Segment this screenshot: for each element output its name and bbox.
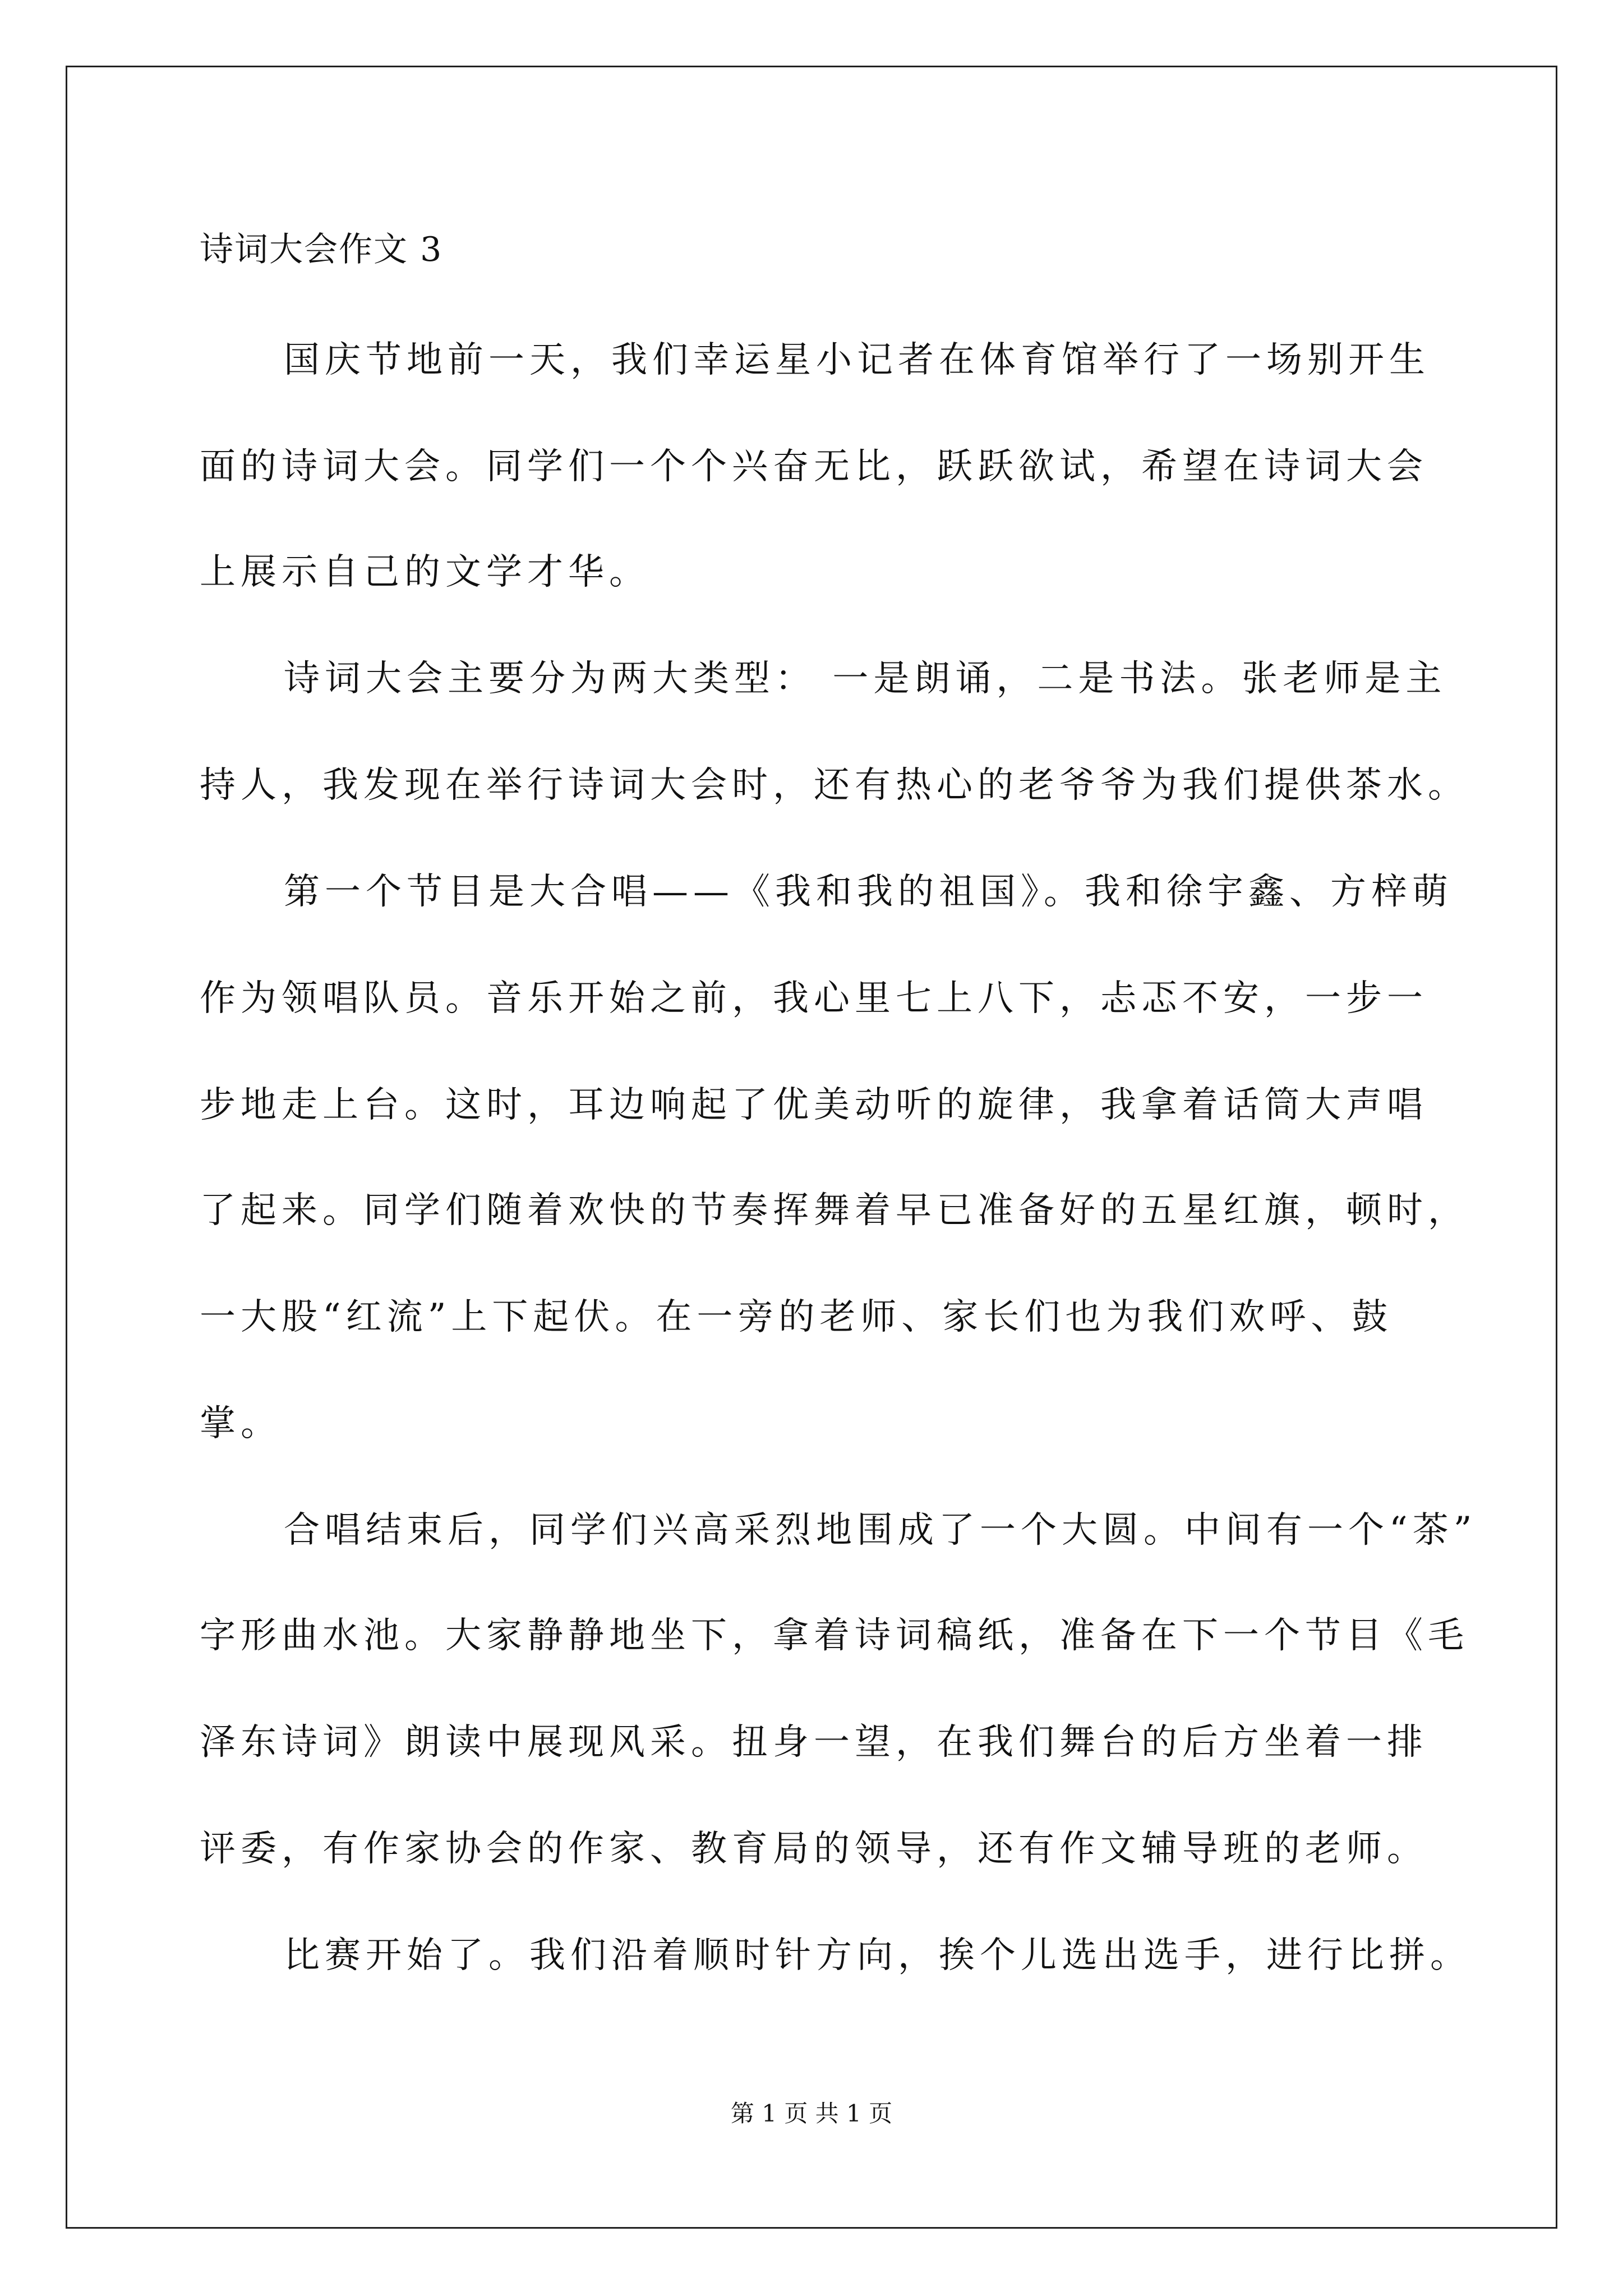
paragraph-2-line-2: 持人，我发现在举行诗词大会时，还有热心的老爷爷为我们提供茶水。	[200, 765, 1469, 806]
paragraph-5-line-1: 比赛开始了。我们沿着顺时针方向，挨个儿选出选手，进行比拼。	[284, 1935, 1471, 1976]
page-border	[66, 66, 1557, 2229]
paragraph-4-line-1: 合唱结束后，同学们兴高采烈地围成了一个大圆。中间有一个“茶”	[284, 1510, 1477, 1551]
paragraph-1-line-1: 国庆节地前一天，我们幸运星小记者在体育馆举行了一场别开生	[284, 339, 1430, 381]
paragraph-3-line-3: 步地走上台。这时，耳边响起了优美动听的旋律，我拿着话筒大声唱	[200, 1084, 1428, 1126]
paragraph-3-line-5: 一大股“红流”上下起伏。在一旁的老师、家长们也为我们欢呼、鼓	[200, 1296, 1393, 1338]
paragraph-1-line-3: 上展示自己的文学才华。	[200, 551, 650, 593]
paragraph-4-line-2: 字形曲水池。大家静静地坐下，拿着诗词稿纸，准备在下一个节目《毛	[200, 1615, 1469, 1657]
paragraph-3-line-4: 了起来。同学们随着欢快的节奏挥舞着早已准备好的五星红旗，顿时，	[200, 1190, 1469, 1231]
paragraph-4-line-3: 泽东诗词》朗读中展现风采。扭身一望，在我们舞台的后方坐着一排	[200, 1722, 1428, 1763]
paragraph-3-line-6: 掌。	[200, 1403, 282, 1444]
paragraph-1-line-2: 面的诗词大会。同学们一个个兴奋无比，跃跃欲试，希望在诗词大会	[200, 446, 1428, 487]
paragraph-3-line-2: 作为领唱队员。音乐开始之前，我心里七上八下，忐忑不安，一步一	[200, 978, 1428, 1019]
document-title: 诗词大会作文 3	[200, 230, 443, 269]
paragraph-3-line-1: 第一个节目是大合唱——《我和我的祖国》。我和徐宇鑫、方梓萌	[284, 871, 1453, 913]
paragraph-4-line-4: 评委，有作家协会的作家、教育局的领导，还有作文辅导班的老师。	[200, 1828, 1428, 1870]
paragraph-2-line-1: 诗词大会主要分为两大类型： 一是朗诵，二是书法。张老师是主	[284, 658, 1447, 700]
page-number-footer: 第 1 页 共 1 页	[730, 2100, 893, 2127]
